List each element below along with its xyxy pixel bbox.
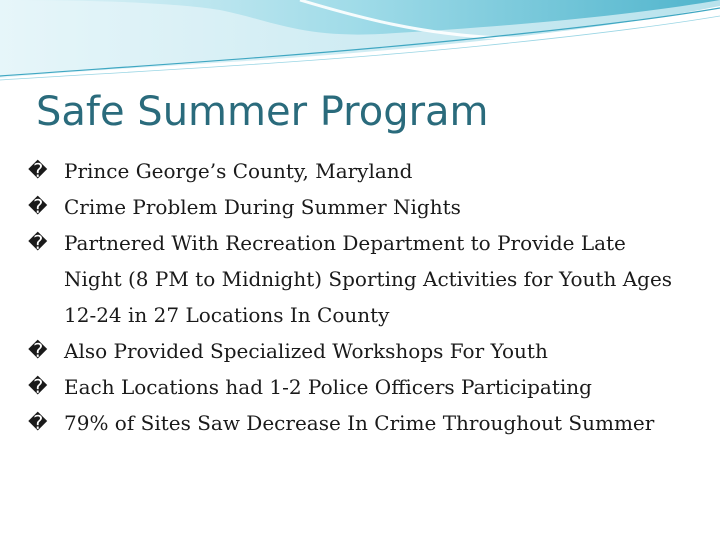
bullet-glyph: � bbox=[28, 340, 48, 362]
bullet-item bbox=[28, 405, 688, 441]
bullet-text: Each Locations had 1-2 Police Officers Participating bbox=[64, 375, 592, 399]
bullet-item bbox=[28, 369, 688, 405]
bullet-glyph: � bbox=[28, 196, 48, 218]
bullet-item bbox=[28, 189, 688, 225]
header-wave-decoration bbox=[0, 0, 720, 90]
bullet-glyph: � bbox=[28, 376, 48, 398]
bullet-text: 79% of Sites Saw Decrease In Crime Throughout Summer bbox=[64, 411, 655, 435]
bullet-glyph: � bbox=[28, 232, 48, 254]
bullet-text: Crime Problem During Summer Nights bbox=[64, 195, 461, 219]
bullet-item bbox=[28, 333, 688, 369]
bullet-glyph: � bbox=[28, 160, 48, 182]
bullet-item bbox=[28, 153, 688, 189]
bullet-text: Also Provided Specialized Workshops For Youth bbox=[64, 339, 548, 363]
bullet-text: Prince George’s County, Maryland bbox=[64, 159, 413, 183]
slide-title: Safe Summer Program bbox=[36, 89, 489, 135]
bullet-item bbox=[28, 225, 688, 333]
bullet-text: Partnered With Recreation Department to Provide Late Night (8 PM to Midnight) Sporting Activities for Youth Ages 12-24 in 27 Locations In County bbox=[64, 231, 673, 327]
bullet-glyph: � bbox=[28, 412, 48, 434]
bullet-list bbox=[28, 153, 688, 441]
